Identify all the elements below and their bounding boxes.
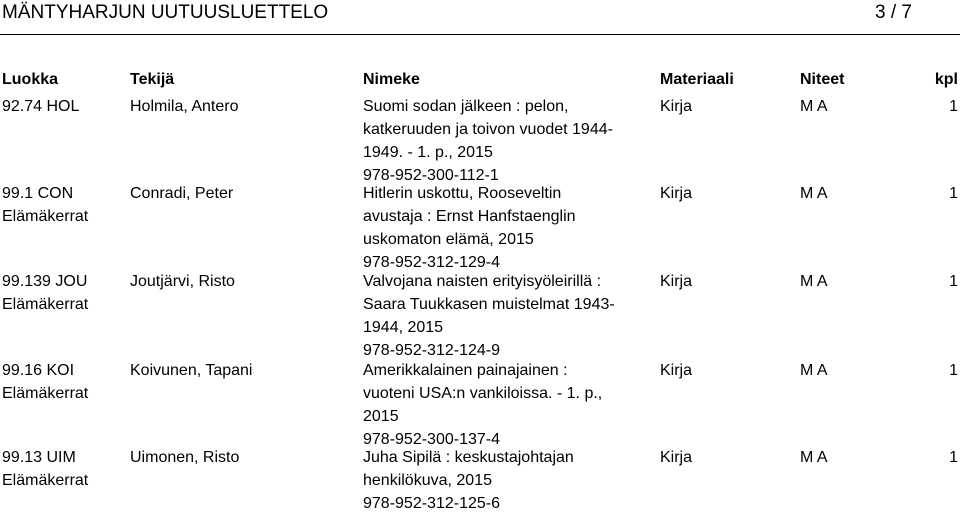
column-header-tekija: Tekijä (130, 71, 175, 88)
entry-nimeke-line: 978-952-300-112-1 (363, 167, 499, 184)
entry-materiaali: Kirja (660, 185, 693, 202)
entry-nimeke-line: 978-952-312-124-9 (363, 342, 500, 359)
page-title: MÄNTYHARJUN UUTUUSLUETTELO (2, 2, 329, 23)
entry-materiaali: Kirja (660, 362, 693, 379)
page-number: 3 / 7 (875, 2, 912, 23)
entry-luokka (2, 270, 88, 316)
entry-nimeke-line: avustaja : Ernst Hanfstaenglin (363, 208, 576, 225)
entry-nimeke-line: Saara Tuukkasen muistelmat 1943- (363, 296, 615, 313)
column-header-niteet: Niteet (800, 71, 845, 88)
entry-nimeke-line: uskomaton elämä, 2015 (363, 231, 534, 248)
header-divider (0, 34, 960, 35)
entry-nimeke (363, 270, 615, 362)
entry-materiaali: Kirja (660, 273, 693, 290)
entry-kpl: 1 (949, 449, 958, 466)
entry-luokka-line: 99.13 UIM (2, 449, 76, 466)
entry-nimeke (363, 446, 574, 515)
entry-luokka-line: Elämäkerrat (2, 385, 89, 402)
column-header-materiaali: Materiaali (660, 71, 734, 88)
entry-luokka (2, 182, 88, 228)
entry-luokka-line: Elämäkerrat (2, 296, 89, 313)
entry-nimeke (363, 95, 613, 187)
column-header-row (0, 70, 960, 90)
entry-niteet: M A (800, 98, 828, 115)
entry-kpl: 1 (949, 98, 958, 115)
entry-nimeke-line: 2015 (363, 408, 399, 425)
entry-nimeke (363, 359, 602, 451)
entry-tekija: Joutjärvi, Risto (130, 273, 235, 290)
entry-nimeke-line: Amerikkalainen painajainen : (363, 362, 568, 379)
column-header-nimeke: Nimeke (363, 71, 420, 88)
entry-nimeke-line: henkilökuva, 2015 (363, 472, 492, 489)
entry-niteet: M A (800, 185, 828, 202)
entry-nimeke-line: Hitlerin uskottu, Rooseveltin (363, 185, 562, 202)
entry-nimeke (363, 182, 576, 274)
entry-nimeke-line: Valvojana naisten erityisyöleirillä : (363, 273, 602, 290)
entry-tekija: Holmila, Antero (130, 98, 239, 115)
entry-nimeke-line: Juha Sipilä : keskustajohtajan (363, 449, 574, 466)
entry-luokka-line: Elämäkerrat (2, 208, 89, 225)
entry-luokka (2, 359, 88, 405)
entry-luokka-line: Elämäkerrat (2, 472, 89, 489)
entry-nimeke-line: 1949. - 1. p., 2015 (363, 144, 493, 161)
entry-kpl: 1 (949, 185, 958, 202)
entry-tekija: Conradi, Peter (130, 185, 234, 202)
entry-luokka-line: 99.16 KOI (2, 362, 75, 379)
entry-nimeke-line: katkeruuden ja toivon vuodet 1944- (363, 121, 613, 138)
entry-tekija: Koivunen, Tapani (130, 362, 253, 379)
entry-materiaali: Kirja (660, 449, 693, 466)
entry-nimeke-line: 978-952-300-137-4 (363, 431, 500, 448)
entry-niteet: M A (800, 449, 828, 466)
entry-kpl: 1 (949, 362, 958, 379)
entry-nimeke-line: 978-952-312-129-4 (363, 254, 500, 271)
column-header-kpl: kpl (934, 71, 958, 88)
column-header-luokka: Luokka (2, 71, 59, 88)
entry-luokka (2, 95, 79, 118)
entry-tekija: Uimonen, Risto (130, 449, 240, 466)
entry-luokka (2, 446, 88, 492)
entry-niteet: M A (800, 362, 828, 379)
entry-luokka-line: 99.1 CON (2, 185, 74, 202)
entry-luokka-line: 92.74 HOL (2, 98, 80, 115)
entry-kpl: 1 (949, 273, 958, 290)
entry-nimeke-line: Suomi sodan jälkeen : pelon, (363, 98, 569, 115)
entry-nimeke-line: vuoteni USA:n vankiloissa. - 1. p., (363, 385, 603, 402)
entry-nimeke-line: 978-952-312-125-6 (363, 495, 500, 512)
entry-luokka-line: 99.139 JOU (2, 273, 88, 290)
entry-materiaali: Kirja (660, 98, 693, 115)
entry-niteet: M A (800, 273, 828, 290)
entry-nimeke-line: 1944, 2015 (363, 319, 444, 336)
